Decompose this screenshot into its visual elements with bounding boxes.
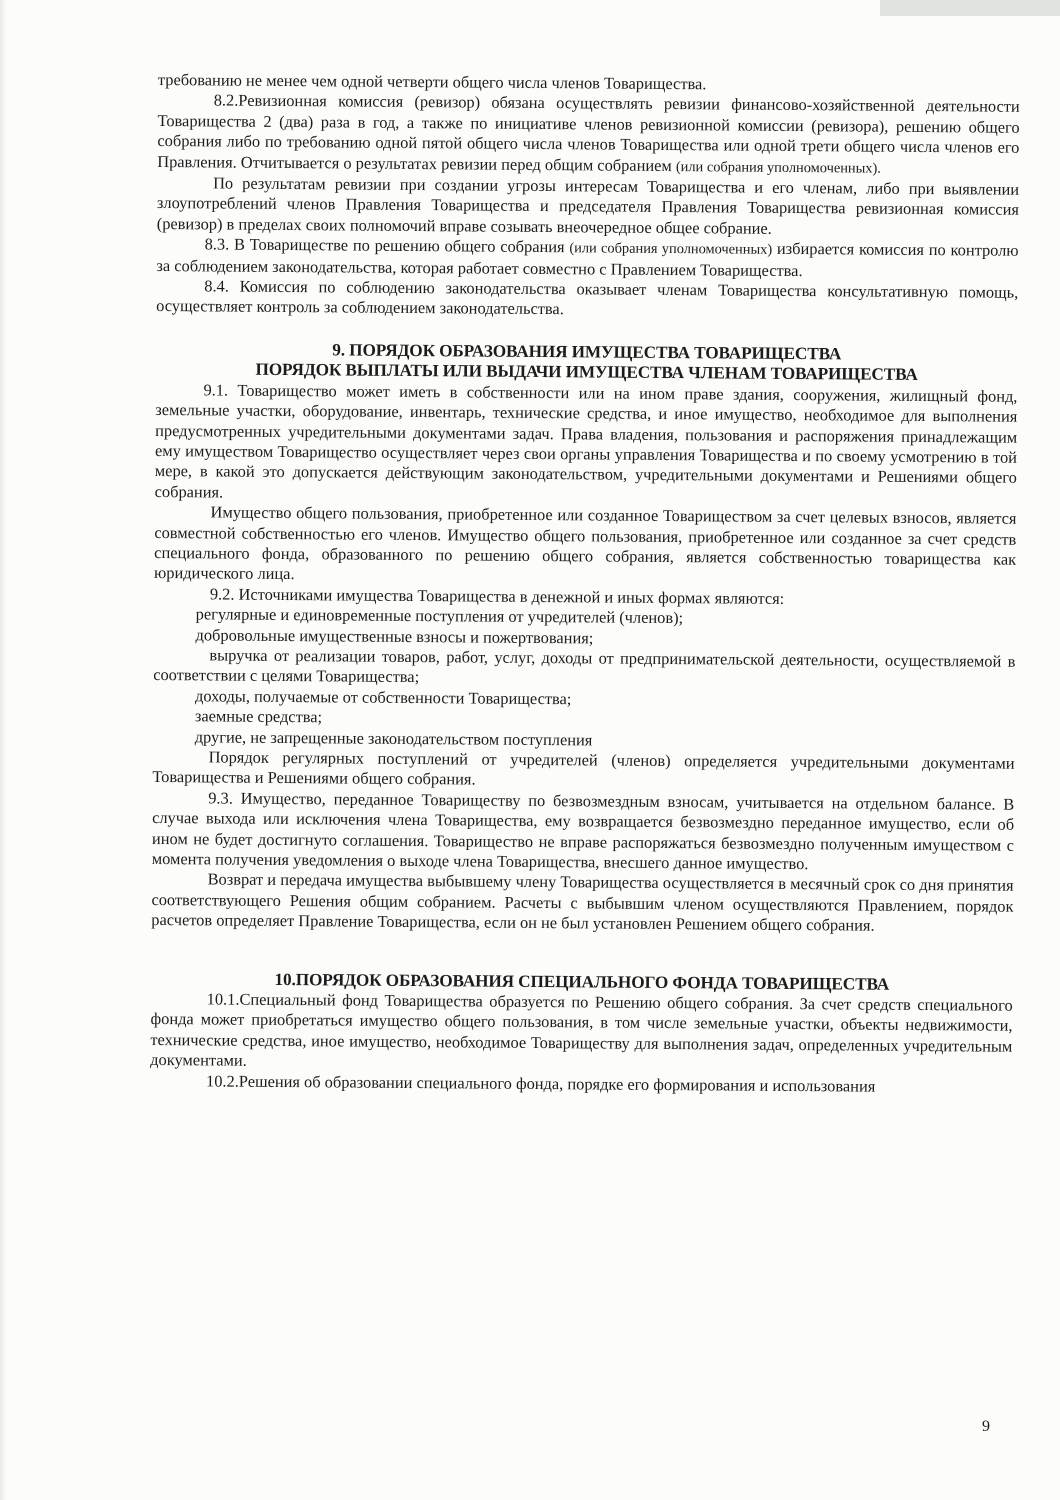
paragraph-8-3-end: избирается комиссия по контролю за соблюдением законодательства, которая работает совместно с Правлением Товарищества. <box>156 239 1019 280</box>
list-item: регулярные и единовременные поступления от учредителей (членов); <box>195 604 684 628</box>
paragraph-common-property: Имущество общего пользования, приобретенное или созданное Товариществом за счет целевых взносов, является совместной собственностью его членов. Имущество общего пользования, приобретенное или созданное за счет средств специального фонда, образованного по решению общего собрания, является собственностью товарищества как юридического лица. <box>153 502 1017 584</box>
list-item: выручка от реализации товаров, работ, услуг, доходы от предпринимательской деятельности, осуществляемой в соответствии с целями Товарищества; <box>153 645 1016 687</box>
scan-edge-strip <box>880 0 1060 16</box>
paragraph-regular-receipts: Порядок регулярных поступлений от учредителей (членов) определяется учредительными документами Товарищества и Решениями общего собрания. <box>152 747 1015 789</box>
paragraph-9-2: 9.2. Источниками имущества Товарищества в денежной и иных формах являются: <box>209 584 785 608</box>
section-9-title-line2: ПОРЯДОК ВЫПЛАТЫ ИЛИ ВЫДАЧИ ИМУЩЕСТВА ЧЛЕНАМ ТОВАРИЩЕСТВА <box>255 360 918 385</box>
list-item: доходы, получаемые от собственности Товарищества; <box>195 686 572 709</box>
paragraph-8-3-small: (или собрания уполномоченных) <box>569 240 773 259</box>
paragraph-audit-results: По результатам ревизии при создании угрозы интересам Товарищества и его членам, либо при выявлении злоупотреблений членов Правления Товарищества и председателя Правления Товарищества ревизионная комиссия (ревизор) в пределах своих полномочий вправе созывать внеочередное общее собрание. <box>156 173 1020 238</box>
list-item: заемные средства; <box>194 706 323 727</box>
paragraph-8-2-small: (или собрания уполномоченных). <box>675 158 881 177</box>
paragraph-8-2-text: 8.2.Ревизионная комиссия (ревизор) обязана осуществлять ревизии финансово-хозяйственной деятельности Товарищества 2 (два) раза в год, а также по инициативе членов ревизионной комиссии (ревизора), решению общего собрания либо по требованию одной пятой общего числа членов Товарищества или одной трети общего числа членов его Правления. Отчитывается о результатах ревизии перед общим собранием <box>157 90 1020 175</box>
list-item: добровольные имущественные взносы и пожертвования; <box>195 624 594 647</box>
paragraph-8-4: 8.4. Комиссия по соблюдению законодательства оказывает членам Товарищества консультативную помощь, осуществляет контроль за соблюдением законодательства. <box>156 276 1019 319</box>
paragraph-8-3 <box>156 234 1018 283</box>
list-item: другие, не запрещенные законодательством поступления <box>194 726 593 750</box>
document-body <box>150 70 1020 1098</box>
paragraph-9-1: 9.1. Товарищество может иметь в собственности или на ином праве здания, сооружения, жилищный фонд, земельные участки, оборудование, инвентарь, технические средства, и иное имущество, необходимое для выполнения предусмотренных учредительными документами задач. Права владения, пользования и распоряжения принадлежащим ему имуществом Товарищество осуществляет через свои органы управления Товарищества и по своему усмотрению в той мере, в какой это допускается действующим законодательством, учредительными документами и Решениями общего собрания. <box>154 380 1018 502</box>
section-10-title: 10.ПОРЯДОК ОБРАЗОВАНИЯ СПЕЦИАЛЬНОГО ФОНДА ТОВАРИЩЕСТВА <box>274 969 890 994</box>
paragraph-continuation: требованию не менее чем одной четверти общего числа членов Товарищества. <box>157 70 707 94</box>
paragraph-10-2: 10.2.Решения об образовании специального фонда, порядке его формирования и использования <box>205 1071 876 1096</box>
section-9-title-line1: 9. ПОРЯДОК ОБРАЗОВАНИЯ ИМУЩЕСТВА ТОВАРИЩЕСТВА <box>332 340 842 364</box>
paragraph-10-1: 10.1.Специальный фонд Товарищества образуется по Решению общего собрания. За счет средств специального фонда может приобретаться имущество общего пользования, в том числе земельные участки, объекты недвижимости, технические средства, иное имущество, необходимое Товариществу для выполнения задач, определенных учредительным документами. <box>150 989 1013 1071</box>
paragraph-property-return: Возврат и передача имущества выбывшему члену Товарищества осуществляется в месячный срок со дня принятия соответствующего Решения общим собранием. Расчеты с выбывшим членом осуществляются Правлением, порядок расчетов определяет Правление Товарищества, если он не был установлен Решением общего собрания. <box>151 869 1014 935</box>
paragraph-8-2 <box>157 90 1020 179</box>
paragraph-9-3: 9.3. Имущество, переданное Товариществу по безвозмездным взносам, учитывается на отдельном балансе. В случае выхода или исключения члена Товарищества, ему возвращается безвозмездно переданное имущество, если об ином не будет достигнуто соглашения. Товарищество не вправе распоряжаться безвозмездно полученным имуществом с момента получения уведомления о выходе члена Товарищества, внесшего данное имущество. <box>151 788 1015 874</box>
scan-left-edge <box>0 0 6 1500</box>
page-number: 9 <box>982 1418 990 1435</box>
paragraph-8-3-start: 8.3. В Товариществе по решению общего собрания <box>204 234 565 257</box>
